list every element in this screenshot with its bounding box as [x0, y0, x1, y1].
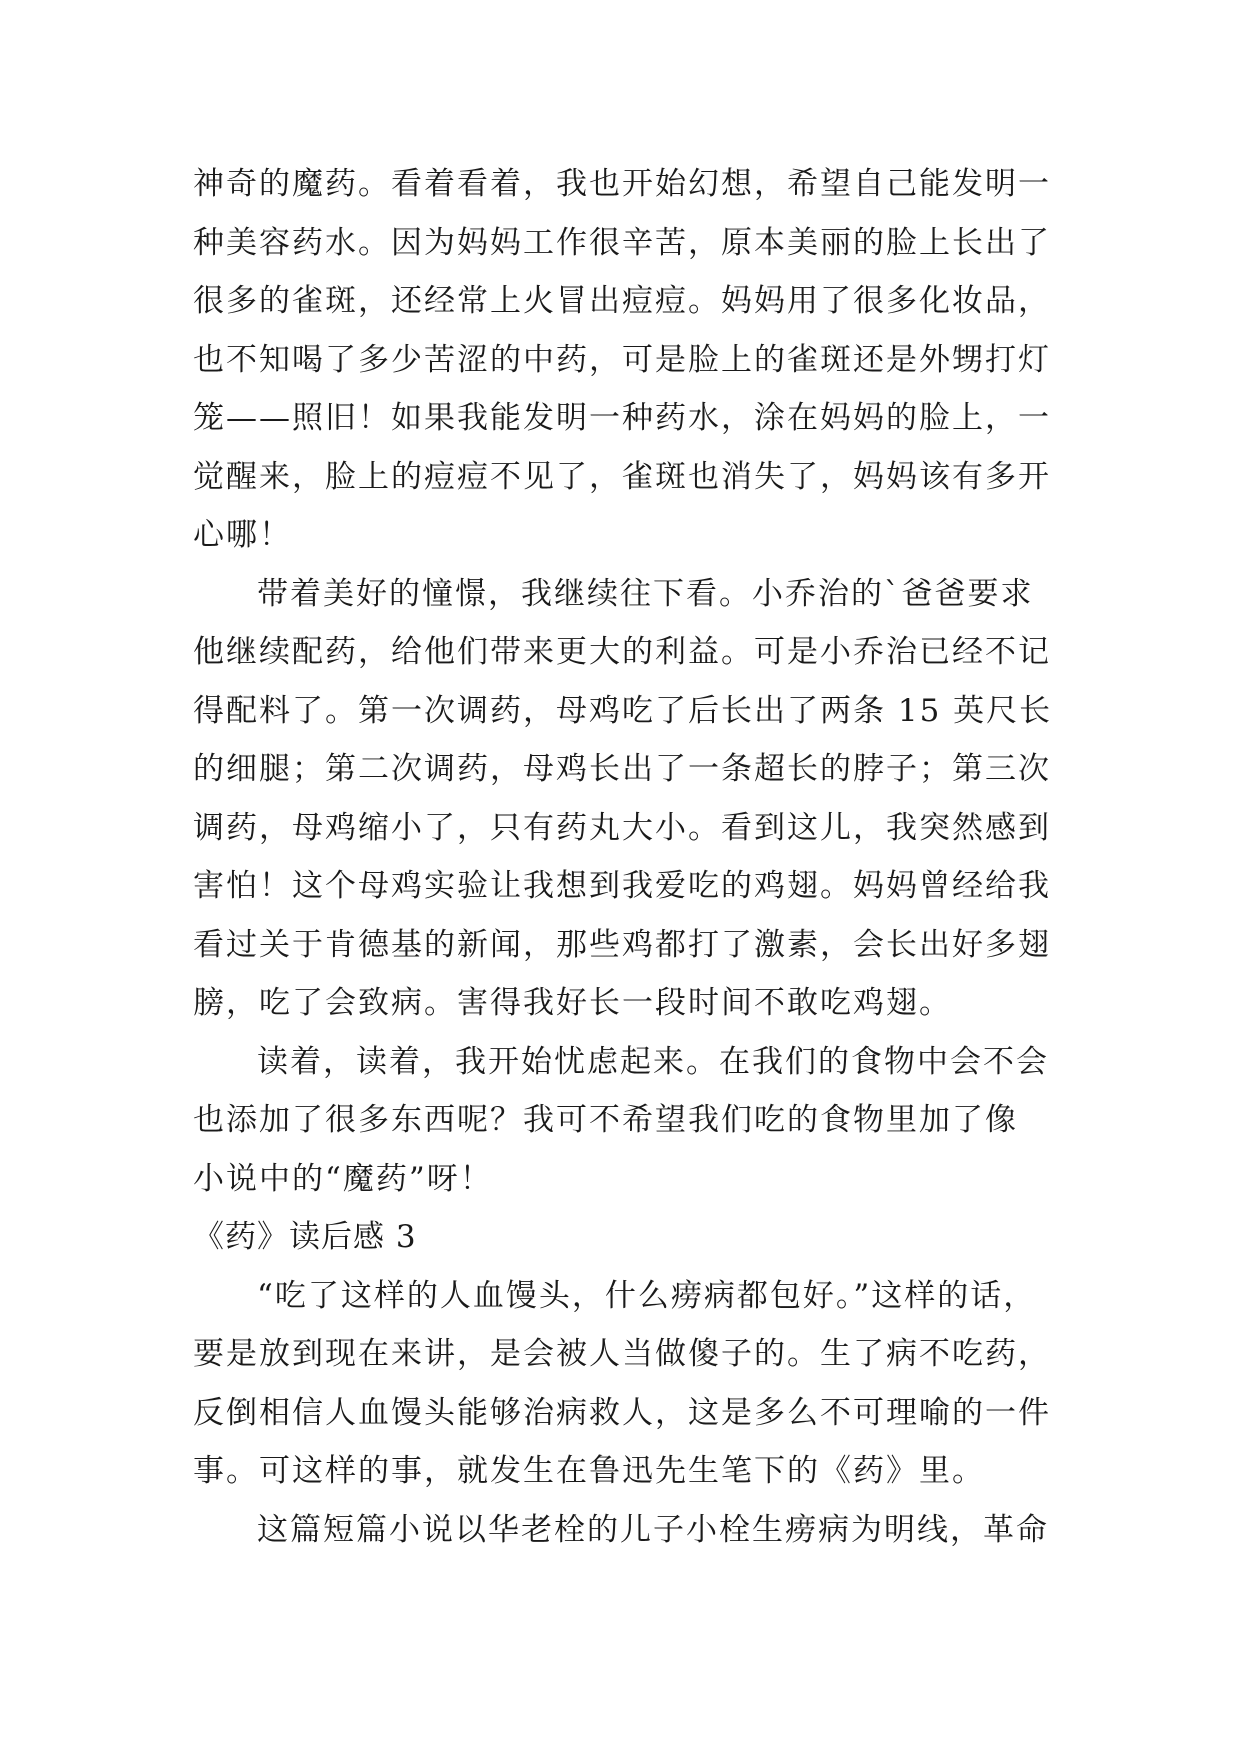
paragraph-line: 调药，母鸡缩小了，只有药丸大小。看到这儿，我突然感到 — [193, 809, 1051, 846]
paragraph-line: 事。可这样的事，就发生在鲁迅先生笔下的《药》里。 — [193, 1453, 985, 1489]
paragraph-line: 觉醒来，脸上的痘痘不见了，雀斑也消失了，妈妈该有多开 — [193, 458, 1051, 495]
section-heading: 《药》读后感 3 — [193, 1219, 417, 1255]
paragraph-line: 很多的雀斑，还经常上火冒出痘痘。妈妈用了很多化妆品， — [193, 283, 1051, 319]
paragraph-line: 害怕！这个母鸡实验让我想到我爱吃的鸡翅。妈妈曾经给我 — [193, 868, 1051, 904]
paragraph-line: 笼——照旧！如果我能发明一种药水，涂在妈妈的脸上，一 — [193, 400, 1051, 436]
paragraph-line: 这篇短篇小说以华老栓的儿子小栓生痨病为明线，革命 — [257, 1511, 1049, 1548]
paragraph-line: 膀，吃了会致病。害得我好长一段时间不敢吃鸡翅。 — [193, 985, 952, 1021]
paragraph-5 — [193, 1501, 1073, 1560]
paragraph-line: 他继续配药，给他们带来更大的利益。可是小乔治已经不记 — [193, 634, 1051, 670]
paragraph-1 — [193, 155, 1073, 565]
paragraph-line: 神奇的魔药。看着看着，我也开始幻想，希望自己能发明一 — [193, 166, 1051, 202]
paragraph-line: 种美容药水。因为妈妈工作很辛苦，原本美丽的脸上长出了 — [193, 224, 1051, 261]
paragraph-line: 得配料了。第一次调药，母鸡吃了后长出了两条 15 英尺长 — [193, 692, 1053, 729]
paragraph-line: 看过关于肯德基的新闻，那些鸡都打了激素，会长出好多翅 — [193, 926, 1051, 963]
paragraph-line: 小说中的“魔药”呀！ — [193, 1160, 493, 1197]
paragraph-line: 读着，读着，我开始忧虑起来。在我们的食物中会不会 — [257, 1043, 1049, 1080]
paragraph-2 — [193, 565, 1073, 1033]
paragraph-line: 反倒相信人血馒头能够治病救人，这是多么不可理喻的一件 — [193, 1394, 1051, 1431]
paragraph-line: 心哪！ — [193, 517, 292, 553]
paragraph-line: 的细腿；第二次调药，母鸡长出了一条超长的脖子；第三次 — [193, 751, 1051, 787]
paragraph-line: 带着美好的憧憬，我继续往下看。小乔治的`爸爸要求 — [257, 575, 1034, 612]
paragraph-line: 也添加了很多东西呢？我可不希望我们吃的食物里加了像 — [193, 1102, 1018, 1138]
paragraph-line: 也不知喝了多少苦涩的中药，可是脸上的雀斑还是外甥打灯 — [193, 341, 1051, 378]
paragraph-4 — [193, 1267, 1073, 1501]
paragraph-3 — [193, 1033, 1073, 1209]
paragraph-line: “吃了这样的人血馒头，什么痨病都包好。”这样的话， — [257, 1277, 1037, 1314]
paragraph-line: 要是放到现在来讲，是会被人当做傻子的。生了病不吃药， — [193, 1336, 1051, 1372]
document-body — [193, 155, 1073, 1559]
